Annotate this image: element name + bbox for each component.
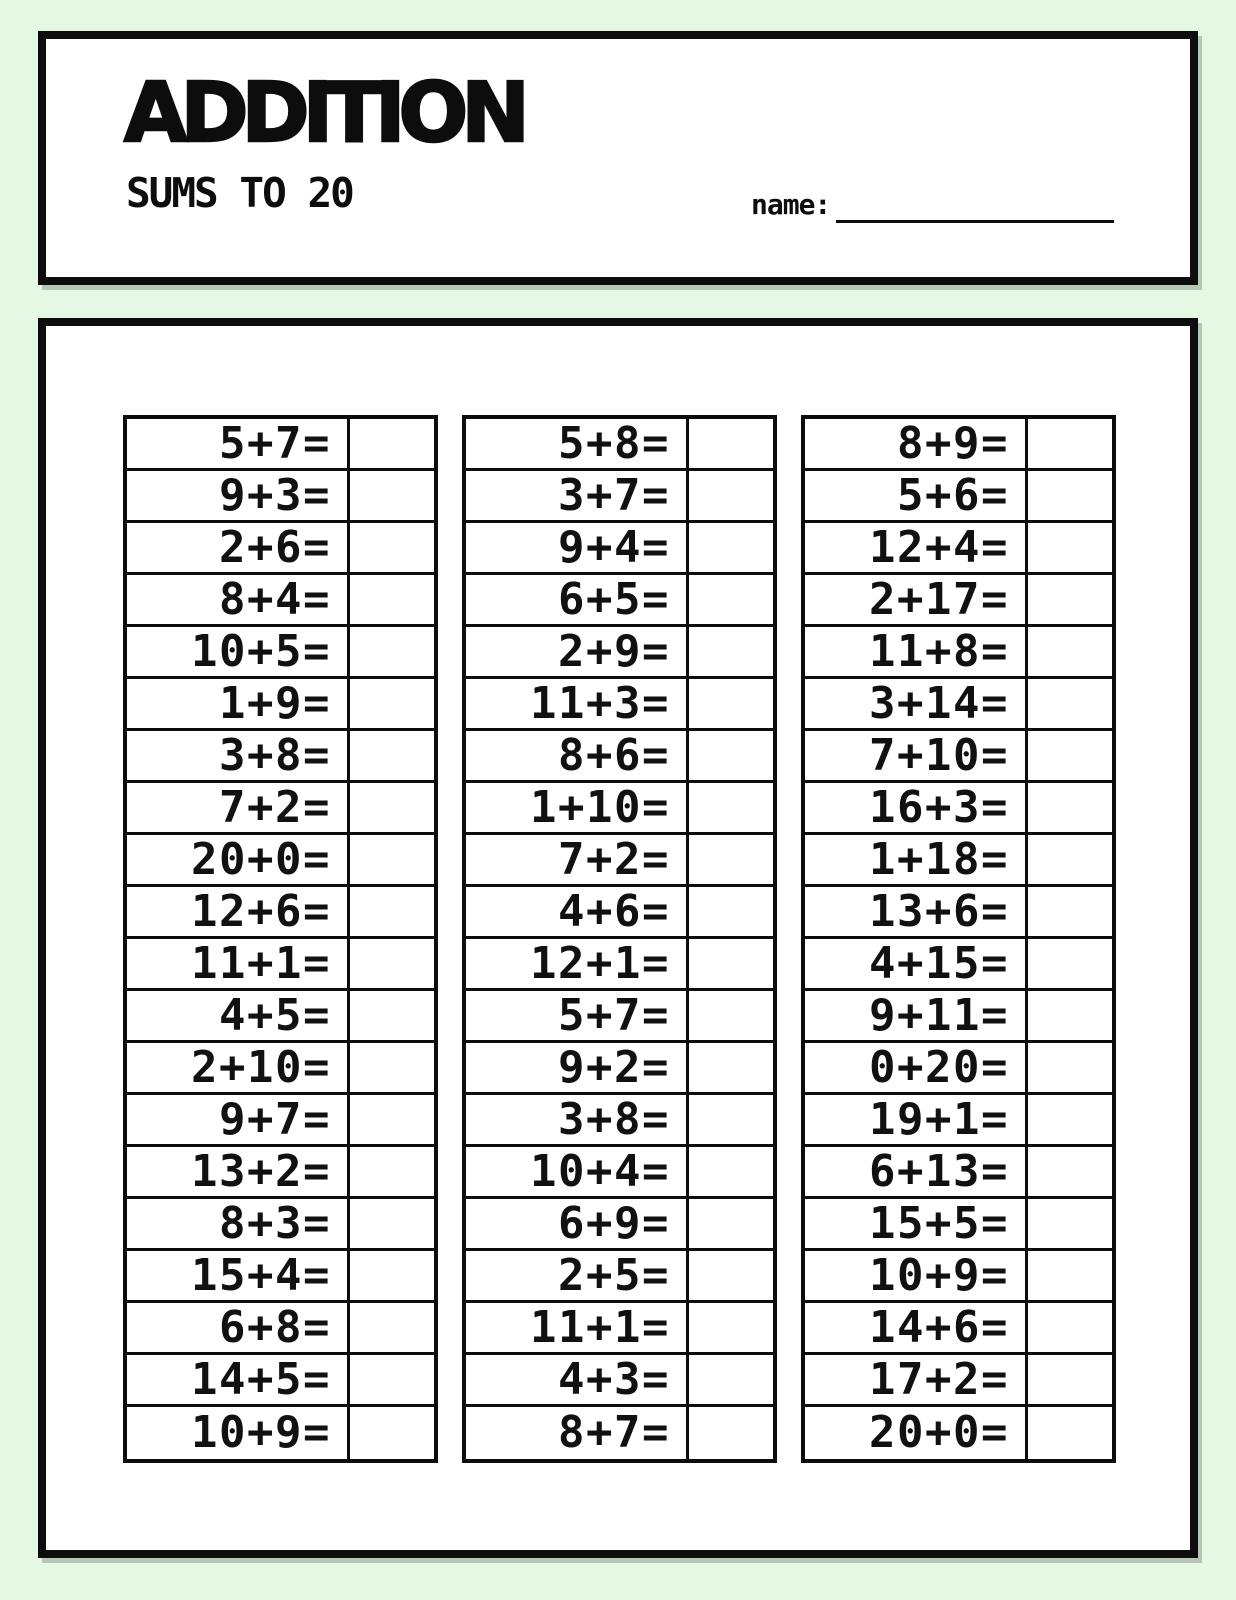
answer-box [686, 1407, 773, 1459]
problem-text: 5+7= [219, 417, 331, 469]
answer-box [686, 679, 773, 728]
problem-row [127, 1407, 434, 1459]
problem-row [127, 627, 434, 679]
problem-text: 2+6= [219, 521, 331, 573]
answer-box [686, 1355, 773, 1404]
answer-box [1025, 523, 1112, 572]
problem-text: 6+8= [219, 1301, 331, 1353]
problem-text: 8+6= [558, 729, 670, 781]
problem-row [466, 419, 773, 471]
worksheet-title: ADDITION [124, 66, 523, 161]
answer-box [686, 575, 773, 624]
name-field [751, 187, 1114, 223]
answer-box [686, 783, 773, 832]
answer-box [347, 1095, 434, 1144]
problem-row [127, 991, 434, 1043]
problem-text: 17+2= [869, 1353, 1009, 1405]
problem-text: 15+5= [869, 1197, 1009, 1249]
answer-box [686, 1043, 773, 1092]
problem-text: 12+4= [869, 521, 1009, 573]
problem-text: 5+7= [558, 989, 670, 1041]
answer-box [347, 887, 434, 936]
problem-text: 14+5= [191, 1353, 331, 1405]
problem-text: 10+4= [530, 1145, 670, 1197]
problem-text: 8+9= [897, 417, 1009, 469]
problem-text: 1+18= [869, 833, 1009, 885]
answer-box [1025, 1095, 1112, 1144]
problem-table-1 [123, 415, 438, 1463]
problem-row [805, 523, 1112, 575]
answer-box [686, 1303, 773, 1352]
answer-box [1025, 783, 1112, 832]
answer-box [347, 835, 434, 884]
problem-text: 13+6= [869, 885, 1009, 937]
name-label: name: [751, 188, 831, 221]
answer-box [1025, 627, 1112, 676]
answer-box [686, 1251, 773, 1300]
answer-box [347, 471, 434, 520]
problem-text: 3+7= [558, 469, 670, 521]
problem-text: 20+0= [191, 833, 331, 885]
problem-text: 11+1= [191, 937, 331, 989]
answer-box [347, 1355, 434, 1404]
problem-text: 10+5= [191, 625, 331, 677]
problem-text: 2+10= [191, 1041, 331, 1093]
problem-text: 15+4= [191, 1249, 331, 1301]
problem-text: 3+14= [869, 677, 1009, 729]
answer-box [347, 783, 434, 832]
problem-row [805, 1303, 1112, 1355]
answer-box [1025, 1199, 1112, 1248]
problem-text: 3+8= [558, 1093, 670, 1145]
answer-box [686, 627, 773, 676]
problem-text: 6+9= [558, 1197, 670, 1249]
problem-row [127, 419, 434, 471]
problem-text: 9+3= [219, 469, 331, 521]
problem-row [127, 679, 434, 731]
problem-text: 19+1= [869, 1093, 1009, 1145]
answer-box [686, 731, 773, 780]
answer-box [1025, 991, 1112, 1040]
answer-box [1025, 731, 1112, 780]
problem-row [805, 783, 1112, 835]
problem-text: 2+5= [558, 1249, 670, 1301]
answer-box [686, 1095, 773, 1144]
problem-row [805, 1407, 1112, 1459]
problem-text: 5+8= [558, 417, 670, 469]
problem-row [466, 575, 773, 627]
answer-box [347, 1303, 434, 1352]
problem-text: 4+5= [219, 989, 331, 1041]
problem-row [127, 835, 434, 887]
problem-row [805, 679, 1112, 731]
problem-text: 20+0= [869, 1407, 1009, 1458]
problem-text: 6+5= [558, 573, 670, 625]
problem-row [127, 887, 434, 939]
answer-box [686, 419, 773, 468]
problem-text: 7+10= [869, 729, 1009, 781]
problem-row [466, 939, 773, 991]
problem-row [466, 835, 773, 887]
problem-text: 4+15= [869, 937, 1009, 989]
answer-box [347, 1407, 434, 1459]
problem-text: 11+3= [530, 677, 670, 729]
problem-text: 12+6= [191, 885, 331, 937]
problem-text: 7+2= [558, 833, 670, 885]
problem-row [466, 1303, 773, 1355]
problem-row [127, 783, 434, 835]
answer-box [1025, 679, 1112, 728]
answer-box [347, 627, 434, 676]
answer-box [686, 523, 773, 572]
problem-row [127, 471, 434, 523]
problem-row [127, 1095, 434, 1147]
answer-box [686, 887, 773, 936]
problem-table-2 [462, 415, 777, 1463]
problem-text: 11+8= [869, 625, 1009, 677]
problem-text: 2+9= [558, 625, 670, 677]
problem-row [127, 1199, 434, 1251]
problem-row [127, 1303, 434, 1355]
problem-text: 8+3= [219, 1197, 331, 1249]
answer-box [686, 1147, 773, 1196]
problem-row [805, 835, 1112, 887]
problem-row [466, 1095, 773, 1147]
answer-box [686, 991, 773, 1040]
problem-row [805, 1147, 1112, 1199]
problem-row [805, 1251, 1112, 1303]
answer-box [347, 419, 434, 468]
answer-box [1025, 1251, 1112, 1300]
answer-box [347, 1043, 434, 1092]
problem-row [466, 887, 773, 939]
problem-row [466, 731, 773, 783]
problem-row [805, 627, 1112, 679]
answer-box [347, 1199, 434, 1248]
answer-box [347, 1251, 434, 1300]
answer-box [1025, 471, 1112, 520]
problem-text: 9+7= [219, 1093, 331, 1145]
problem-row [805, 939, 1112, 991]
answer-box [347, 1147, 434, 1196]
problem-row [127, 731, 434, 783]
answer-box [347, 523, 434, 572]
problem-row [466, 1043, 773, 1095]
answer-box [1025, 1407, 1112, 1459]
answer-box [686, 835, 773, 884]
problem-row [466, 783, 773, 835]
problem-text: 11+1= [530, 1301, 670, 1353]
answer-box [347, 731, 434, 780]
answer-box [686, 471, 773, 520]
answer-box [1025, 1043, 1112, 1092]
problem-text: 8+7= [558, 1407, 670, 1458]
problem-text: 14+6= [869, 1301, 1009, 1353]
problem-text: 10+9= [869, 1249, 1009, 1301]
problem-row [805, 1355, 1112, 1407]
problem-text: 13+2= [191, 1145, 331, 1197]
worksheet-subtitle: SUMS TO 20 [126, 169, 353, 217]
problem-row [805, 419, 1112, 471]
problem-row [466, 627, 773, 679]
problem-row [805, 1043, 1112, 1095]
problem-row [466, 471, 773, 523]
answer-box [347, 991, 434, 1040]
problem-row [466, 991, 773, 1043]
problem-row [805, 887, 1112, 939]
problem-row [805, 575, 1112, 627]
answer-box [1025, 887, 1112, 936]
problem-text: 5+6= [897, 469, 1009, 521]
problem-row [127, 1147, 434, 1199]
problem-row [466, 1407, 773, 1459]
answer-box [686, 1199, 773, 1248]
problem-row [127, 1251, 434, 1303]
problem-row [127, 523, 434, 575]
problem-row [466, 1251, 773, 1303]
problem-text: 1+9= [219, 677, 331, 729]
answer-box [1025, 1355, 1112, 1404]
answer-box [347, 679, 434, 728]
problem-text: 0+20= [869, 1041, 1009, 1093]
problem-text: 9+11= [869, 989, 1009, 1041]
problem-row [127, 1043, 434, 1095]
problem-row [805, 471, 1112, 523]
problem-tables [123, 415, 1116, 1463]
problem-row [466, 523, 773, 575]
problem-row [805, 1095, 1112, 1147]
problem-text: 9+4= [558, 521, 670, 573]
problem-text: 8+4= [219, 573, 331, 625]
problem-text: 16+3= [869, 781, 1009, 833]
problem-text: 10+9= [191, 1407, 331, 1458]
answer-box [686, 939, 773, 988]
problem-row [127, 1355, 434, 1407]
problem-text: 4+6= [558, 885, 670, 937]
problem-text: 6+13= [869, 1145, 1009, 1197]
name-blank-line [836, 220, 1114, 223]
header-box [38, 31, 1198, 285]
problem-row [466, 1147, 773, 1199]
problem-row [127, 575, 434, 627]
problem-text: 3+8= [219, 729, 331, 781]
problem-row [466, 1199, 773, 1251]
problem-row [805, 991, 1112, 1043]
answer-box [1025, 1303, 1112, 1352]
problem-row [127, 939, 434, 991]
answer-box [347, 575, 434, 624]
problem-text: 9+2= [558, 1041, 670, 1093]
problem-row [805, 1199, 1112, 1251]
answer-box [1025, 835, 1112, 884]
problem-text: 4+3= [558, 1353, 670, 1405]
problem-text: 1+10= [530, 781, 670, 833]
problem-text: 2+17= [869, 573, 1009, 625]
problem-row [466, 1355, 773, 1407]
answer-box [347, 939, 434, 988]
answer-box [1025, 419, 1112, 468]
problem-table-3 [801, 415, 1116, 1463]
problem-text: 12+1= [530, 937, 670, 989]
answer-box [1025, 575, 1112, 624]
problem-row [805, 731, 1112, 783]
answer-box [1025, 939, 1112, 988]
problem-row [466, 679, 773, 731]
answer-box [1025, 1147, 1112, 1196]
problem-text: 7+2= [219, 781, 331, 833]
